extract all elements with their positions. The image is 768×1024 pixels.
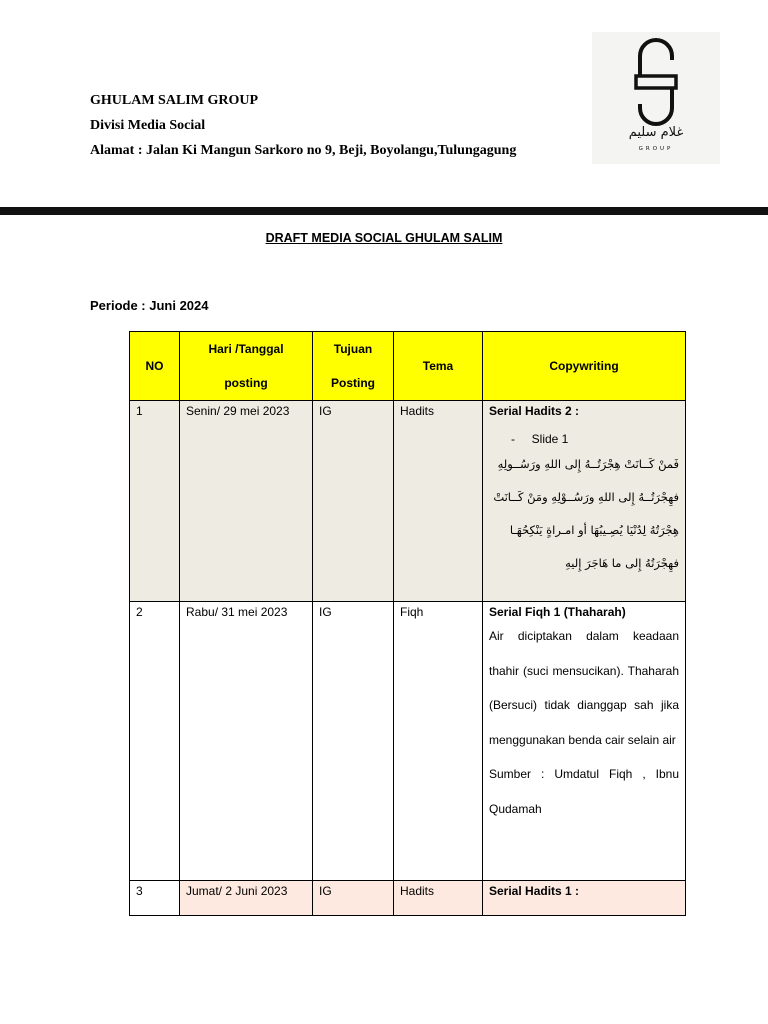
row-target: IG xyxy=(313,602,394,881)
period-label: Periode : Juni 2024 xyxy=(90,298,209,313)
document-title: DRAFT MEDIA SOCIAL GHULAM SALIM xyxy=(265,231,503,245)
content-schedule-table xyxy=(129,331,686,916)
logo-group-text: GROUP xyxy=(638,146,674,152)
row-target: IG xyxy=(313,401,394,602)
header-no: NO xyxy=(130,332,180,401)
row-date: Senin/ 29 mei 2023 xyxy=(180,401,313,602)
row-copywriting xyxy=(483,881,686,916)
arabic-line: فهِجْرَتُــهُ إِلى اللهِ ورَسُــوْلِهِ ومَنْ كَــانَتْ xyxy=(493,490,679,504)
header-target-line1: Tujuan xyxy=(333,342,373,356)
row-theme: Hadits xyxy=(394,881,483,916)
row-no: 1 xyxy=(130,401,180,602)
table-row xyxy=(130,881,686,916)
row-copywriting xyxy=(483,401,686,602)
slide-bullet: - Slide 1 xyxy=(511,432,569,446)
company-name: GHULAM SALIM GROUP xyxy=(90,93,258,108)
row-no: 2 xyxy=(130,602,180,881)
company-logo xyxy=(592,32,720,164)
row-theme: Hadits xyxy=(394,401,483,602)
arabic-line: فَمنْ كَــانَتْ هِجْرَتُــهُ إِلى اللهِ ورَسُــولِهِ xyxy=(497,457,679,471)
company-address: Alamat : Jalan Ki Mangun Sarkoro no 9, Beji, Boyolangu,Tulungagung xyxy=(90,143,517,158)
row-date: Rabu/ 31 mei 2023 xyxy=(180,602,313,881)
copy-title: Serial Hadits 2 : xyxy=(489,404,580,418)
logo-arabic-text: غلام سليم xyxy=(628,125,684,140)
arabic-hadith-text xyxy=(489,448,679,580)
header-target-line2: Posting xyxy=(331,376,375,390)
copy-body: Air diciptakan dalam keadaan thahir (suci mensucikan). Thaharah (Bersuci) tidak dianggap sah jika menggunakan benda cair selain air xyxy=(489,629,679,747)
arabic-line: فهِجْرَتُهُ إِلى ما هَاجَرَ إِليهِ xyxy=(565,556,679,570)
row-target: IG xyxy=(313,881,394,916)
row-theme: Fiqh xyxy=(394,602,483,881)
header-date-line2: posting xyxy=(224,376,268,390)
row-no: 3 xyxy=(130,881,180,916)
copy-title: Serial Hadits 1 : xyxy=(489,884,580,898)
arabic-line: هِجْرَتُهُ لِدُنْيَا يُصِـيبُهَا أو امـراةٍ يَنْكِحُهَـا xyxy=(509,523,679,537)
copy-source: Sumber : Umdatul Fiqh , Ibnu Qudamah xyxy=(489,767,679,816)
header-copywriting: Copywriting xyxy=(483,332,686,401)
header-date xyxy=(180,332,313,401)
division-name: Divisi Media Social xyxy=(90,118,206,133)
header-date-line1: Hari /Tanggal xyxy=(208,342,284,356)
table-header-row xyxy=(130,332,686,401)
header-divider xyxy=(0,207,768,215)
header-theme: Tema xyxy=(394,332,483,401)
table-row xyxy=(130,401,686,602)
copy-title: Serial Fiqh 1 (Thaharah) xyxy=(489,605,626,619)
row-copywriting xyxy=(483,602,686,881)
table-row xyxy=(130,602,686,881)
row-date: Jumat/ 2 Juni 2023 xyxy=(180,881,313,916)
header-target xyxy=(313,332,394,401)
